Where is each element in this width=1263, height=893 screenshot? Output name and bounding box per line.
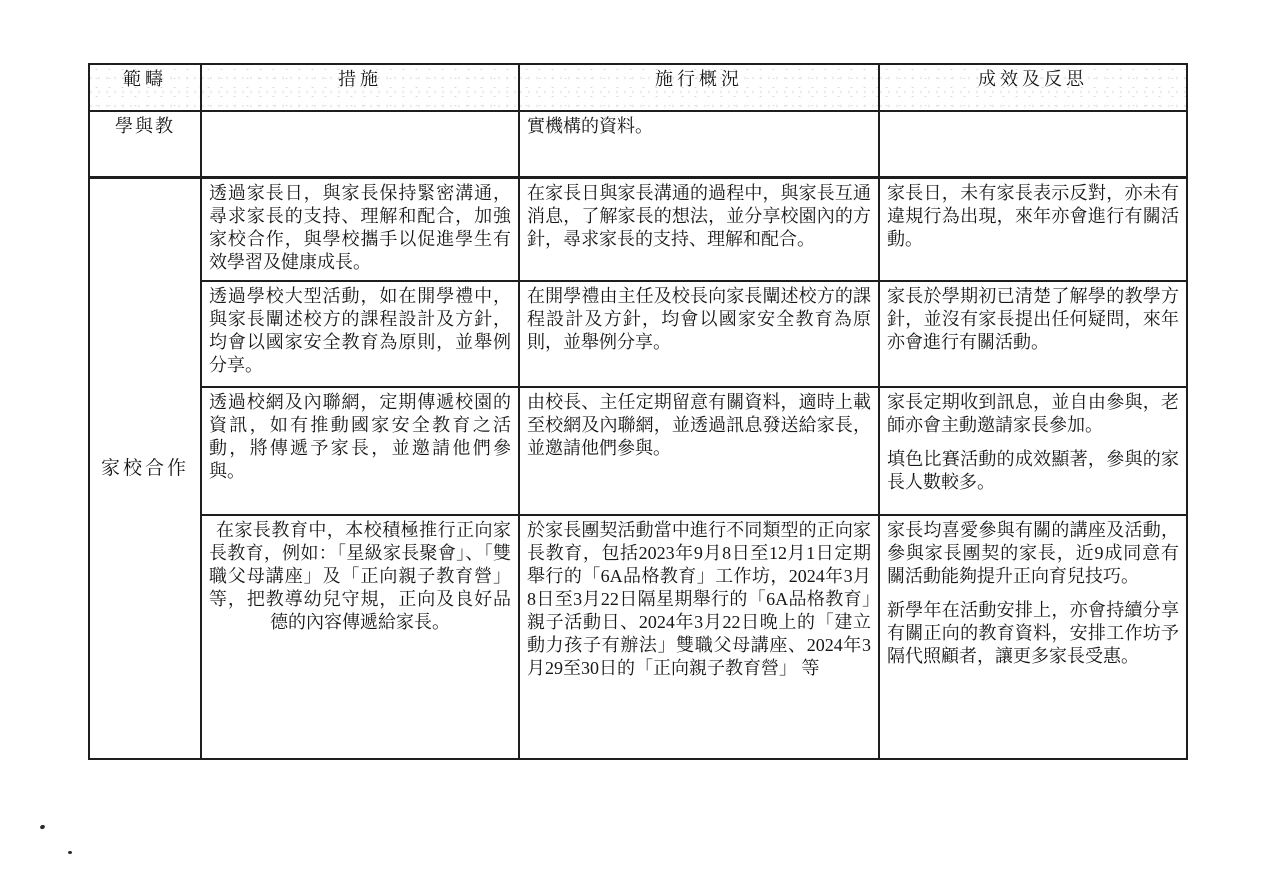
cell-effectiveness-4 (879, 515, 1187, 759)
table-row (89, 387, 1187, 515)
cell-effectiveness-empty (879, 111, 1187, 177)
scan-artifact-dot (68, 851, 72, 854)
effectiveness-paragraph: 家長定期收到訊息，並自由參與，老師亦會主動邀請家長參加。 (887, 392, 1179, 435)
category-learning-teaching: 學與教 (89, 111, 201, 177)
header-effectiveness: 成效及反思 (879, 64, 1187, 111)
cell-effectiveness-2 (879, 281, 1187, 387)
cell-effectiveness-3 (879, 387, 1187, 515)
effectiveness-paragraph: 家長於學期初已清楚了解學的教學方針，並沒有家長提出任何疑問，來年亦會進行有關活動。 (887, 286, 1179, 352)
cell-implementation-4: 於家長團契活動當中進行不同類型的正向家長教育，包括2023年9月8日至12月1日定期舉行的「6A品格教育」工作坊，2024年3月8日至3月22日隔星期舉行的「6A品格教育」親子活動日、2024年3月22日晚上的「建立動力孩子有辦法」雙職父母講座、2024年3月29至30日的「正向親子教育營」 等 (519, 515, 879, 759)
header-category: 範疇 (89, 64, 201, 111)
table-row (89, 515, 1187, 759)
cell-measures-4: 在家長教育中，本校積極推行正向家長教育，例如：「星級家長聚會」、「雙職父母講座」及「正向親子教育營」等，把教導幼兒守規，正向及良好品德的內容傳遞給家長。 (201, 515, 519, 759)
table-header-row (89, 64, 1187, 111)
cell-measures-1: 透過家長日，與家長保持緊密溝通，尋求家長的支持、理解和配合，加強家校合作，與學校攜手以促進學生有效學習及健康成長。 (201, 178, 519, 281)
cell-effectiveness-1 (879, 178, 1187, 281)
effectiveness-paragraph: 填色比賽活動的成效顯著，參與的家長人數較多。 (887, 449, 1179, 492)
table-row (89, 178, 1187, 281)
cell-implementation-continuation: 實機構的資料。 (519, 111, 879, 177)
report-table-header-section (88, 63, 1188, 178)
category-home-school-cooperation: 家校合作 (89, 178, 201, 759)
cell-implementation-3: 由校長、主任定期留意有關資料，適時上載至校網及內聯網，並透過訊息發送給家長，並邀請他們參與。 (519, 387, 879, 515)
table-row-learning-teaching (89, 111, 1187, 177)
cell-implementation-2: 在開學禮由主任及校長向家長闡述校方的課程設計及方針，均會以國家安全教育為原則，並舉例分享。 (519, 281, 879, 387)
cell-measures-empty (201, 111, 519, 177)
effectiveness-paragraph: 家長均喜愛參與有關的講座及活動，參與家長團契的家長，近9成同意有關活動能夠提升正向育兒技巧。 (887, 520, 1179, 586)
cell-measures-3: 透過校網及內聯網，定期傳遞校園的資訊，如有推動國家安全教育之活動，將傳遞予家長，並邀請他們參與。 (201, 387, 519, 515)
effectiveness-paragraph: 新學年在活動安排上，亦會持續分享有關正向的教育資料，安排工作坊予隔代照顧者，讓更多家長受惠。 (887, 600, 1179, 666)
header-implementation: 施行概況 (519, 64, 879, 111)
effectiveness-paragraph: 家長日，未有家長表示反對，亦未有違規行為出現，來年亦會進行有關活動。 (887, 183, 1179, 249)
header-measures: 措施 (201, 64, 519, 111)
scan-artifact-dot (39, 824, 45, 830)
cell-implementation-1: 在家長日與家長溝通的過程中，與家長互通消息，了解家長的想法，並分享校園內的方針，尋求家長的支持、理解和配合。 (519, 178, 879, 281)
cell-measures-2: 透過學校大型活動，如在開學禮中，與家長闡述校方的課程設計及方針，均會以國家安全教育為原則，並舉例分享。 (201, 281, 519, 387)
table-row (89, 281, 1187, 387)
report-table-home-school-section (88, 177, 1188, 760)
